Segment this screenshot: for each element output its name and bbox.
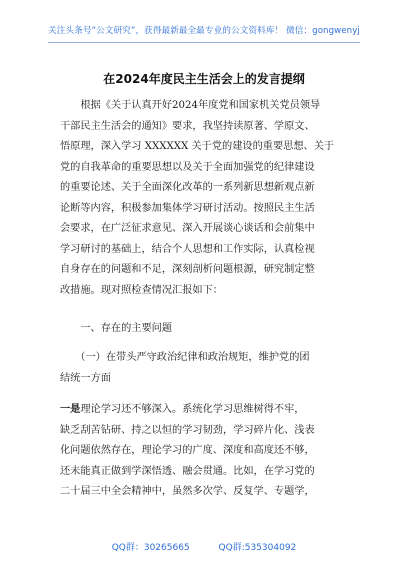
intro-line: 学习研讨的基础上，结合个人思想和工作实际，认真检视	[60, 243, 315, 255]
intro-line: 的重要论述、关于全面深化改革的一系列新思想新观点新	[60, 182, 315, 193]
intro-line: 党的自我革命的重要思想以及关于全面加强党的纪律建设	[60, 161, 315, 173]
intro-line: 悟原理，深入学习 XXXXXX 关于党的建设的重要思想、关于	[60, 141, 335, 152]
intro-line: 论断等内容，积极参加集体学习研讨活动。按照民主生活	[60, 202, 315, 214]
point-paragraph	[60, 400, 352, 503]
point-line-text: 理论学习还不够深入。系统化学习思维树得不牢，	[80, 404, 305, 415]
point-line: 化问题依然存在，理论学习的广度、深度和高度还不够，	[60, 445, 315, 456]
subsection-line: （一）在带头严守政治纪律和政治规矩，维护党的团	[60, 352, 310, 363]
intro-line: 自身存在的问题和不足，深刻剖析问题根源，研究制定整	[60, 264, 315, 275]
footer-qq-group-1: QQ群：30265665	[111, 543, 190, 553]
intro-line: 根据《关于认真开好2024年度党和国家机关党员领导	[60, 100, 321, 111]
section-heading	[60, 319, 352, 340]
point-line: 二十届三中全会精神中，虽然多次学、反复学、专题学，	[60, 486, 315, 497]
intro-line: 改措施。现对照检查情况汇报如下：	[60, 284, 223, 296]
subsection-heading	[60, 348, 352, 389]
intro-line: 会要求，在广泛征求意见、深入开展谈心谈话和会前集中	[60, 223, 315, 234]
intro-line: 干部民主生活会的通知》要求，我坚持读原著、学原文、	[60, 120, 315, 132]
footer	[0, 540, 408, 553]
footer-qq-group-2: QQ群:535304092	[218, 543, 297, 553]
point-line: 缺乏刮苦钻研、持之以恒的学习韧劲，学习碎片化、浅表	[60, 424, 315, 436]
subsection-line: 结统一方面	[60, 372, 111, 384]
point-line: 还未能真正做到学深悟透、融会贯通。比如，在学习党的	[60, 465, 315, 477]
section-heading-text: 一、存在的主要问题	[60, 323, 173, 334]
point-line	[60, 400, 352, 421]
header-banner: 关注头条号“公文研究”，获得最新最全最专业的公文资料库！ 微信：gongwenyj	[48, 26, 360, 36]
header-divider	[48, 42, 360, 43]
point-lead: 一是	[60, 404, 81, 415]
document-title: 在2024年度民主生活会上的发言提纲	[103, 72, 305, 86]
intro-paragraph	[60, 96, 352, 301]
